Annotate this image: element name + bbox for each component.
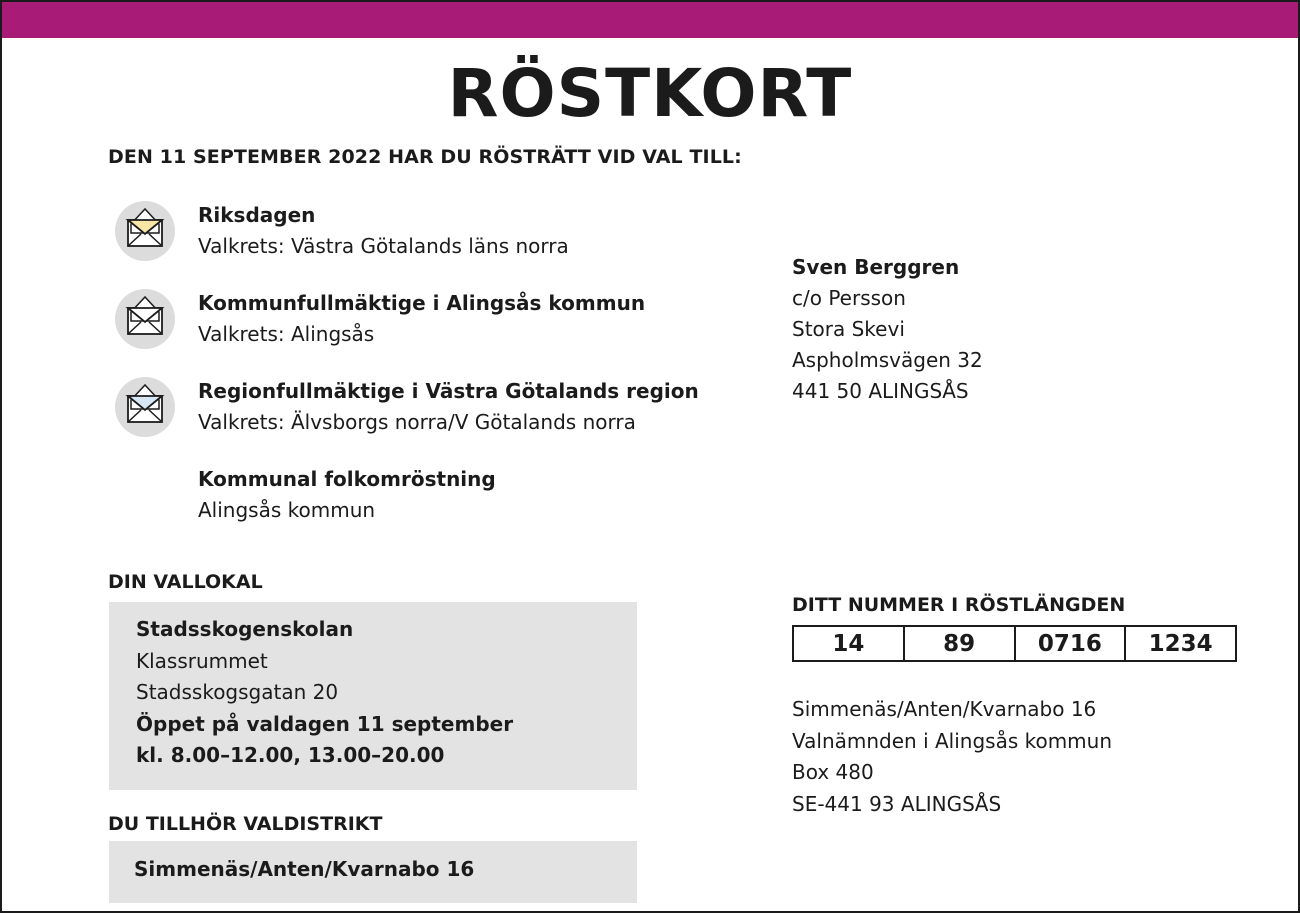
election-folkomrostning: [198, 464, 496, 526]
election-name: Kommunal folkomröstning: [198, 467, 496, 491]
voter-number-table: [792, 625, 1237, 662]
polling-station-address: Stadsskogsgatan 20: [136, 680, 339, 704]
election-name: Riksdagen: [198, 203, 316, 227]
election-detail: Alingsås kommun: [198, 498, 376, 522]
intro-text: DEN 11 SEPTEMBER 2022 HAR DU RÖSTRÄTT VID VAL TILL:: [108, 146, 742, 168]
election-regionfullmaktige: [198, 376, 699, 438]
district-heading: DU TILLHÖR VALDISTRIKT: [108, 813, 383, 835]
polling-station-heading: DIN VALLOKAL: [108, 571, 263, 593]
accent-bar: [2, 2, 1298, 38]
envelope-yellow-icon: [114, 200, 176, 262]
recipient-line: c/o Persson: [792, 286, 906, 310]
voter-number-heading: DITT NUMMER I RÖSTLÄNGDEN: [792, 594, 1126, 616]
voter-number-part: 1234: [1125, 626, 1236, 661]
voter-number-part: 0716: [1015, 626, 1126, 661]
election-riksdagen: [198, 200, 569, 262]
voter-number-part: 14: [793, 626, 904, 661]
recipient-address: [792, 252, 983, 407]
envelope-blue-icon: [114, 376, 176, 438]
polling-station-box: [109, 602, 637, 790]
election-detail: Valkrets: Västra Götalands läns norra: [198, 234, 569, 258]
card-title: RÖSTKORT: [447, 55, 853, 132]
voter-number-part: 89: [904, 626, 1015, 661]
polling-station-name: Stadsskogenskolan: [136, 617, 354, 641]
sender-line: Valnämnden i Alingsås kommun: [792, 728, 1113, 753]
election-name: Kommunfullmäktige i Alingsås kommun: [198, 291, 646, 315]
recipient-name: Sven Berggren: [792, 255, 960, 279]
election-detail: Valkrets: Älvsborgs norra/V Götalands norra: [198, 410, 636, 434]
recipient-line: 441 50 ALINGSÅS: [792, 379, 969, 403]
envelope-white-icon: [114, 288, 176, 350]
sender-line: SE-441 93 ALINGSÅS: [792, 791, 1002, 816]
sender-line: Box 480: [792, 760, 874, 784]
polling-station-room: Klassrummet: [136, 648, 268, 673]
district-box: Simmenäs/Anten/Kvarnabo 16: [109, 841, 637, 903]
opening-day: Öppet på valdagen 11 september: [136, 711, 514, 736]
recipient-line: Stora Skevi: [792, 317, 905, 341]
election-kommunfullmaktige: [198, 288, 645, 350]
sender-line: Simmenäs/Anten/Kvarnabo 16: [792, 697, 1097, 721]
election-detail: Valkrets: Alingsås: [198, 322, 375, 346]
opening-hours: kl. 8.00–12.00, 13.00–20.00: [136, 743, 445, 767]
recipient-line: Aspholmsvägen 32: [792, 348, 983, 372]
sender-address: [792, 694, 1112, 820]
election-name: Regionfullmäktige i Västra Götalands region: [198, 379, 699, 403]
